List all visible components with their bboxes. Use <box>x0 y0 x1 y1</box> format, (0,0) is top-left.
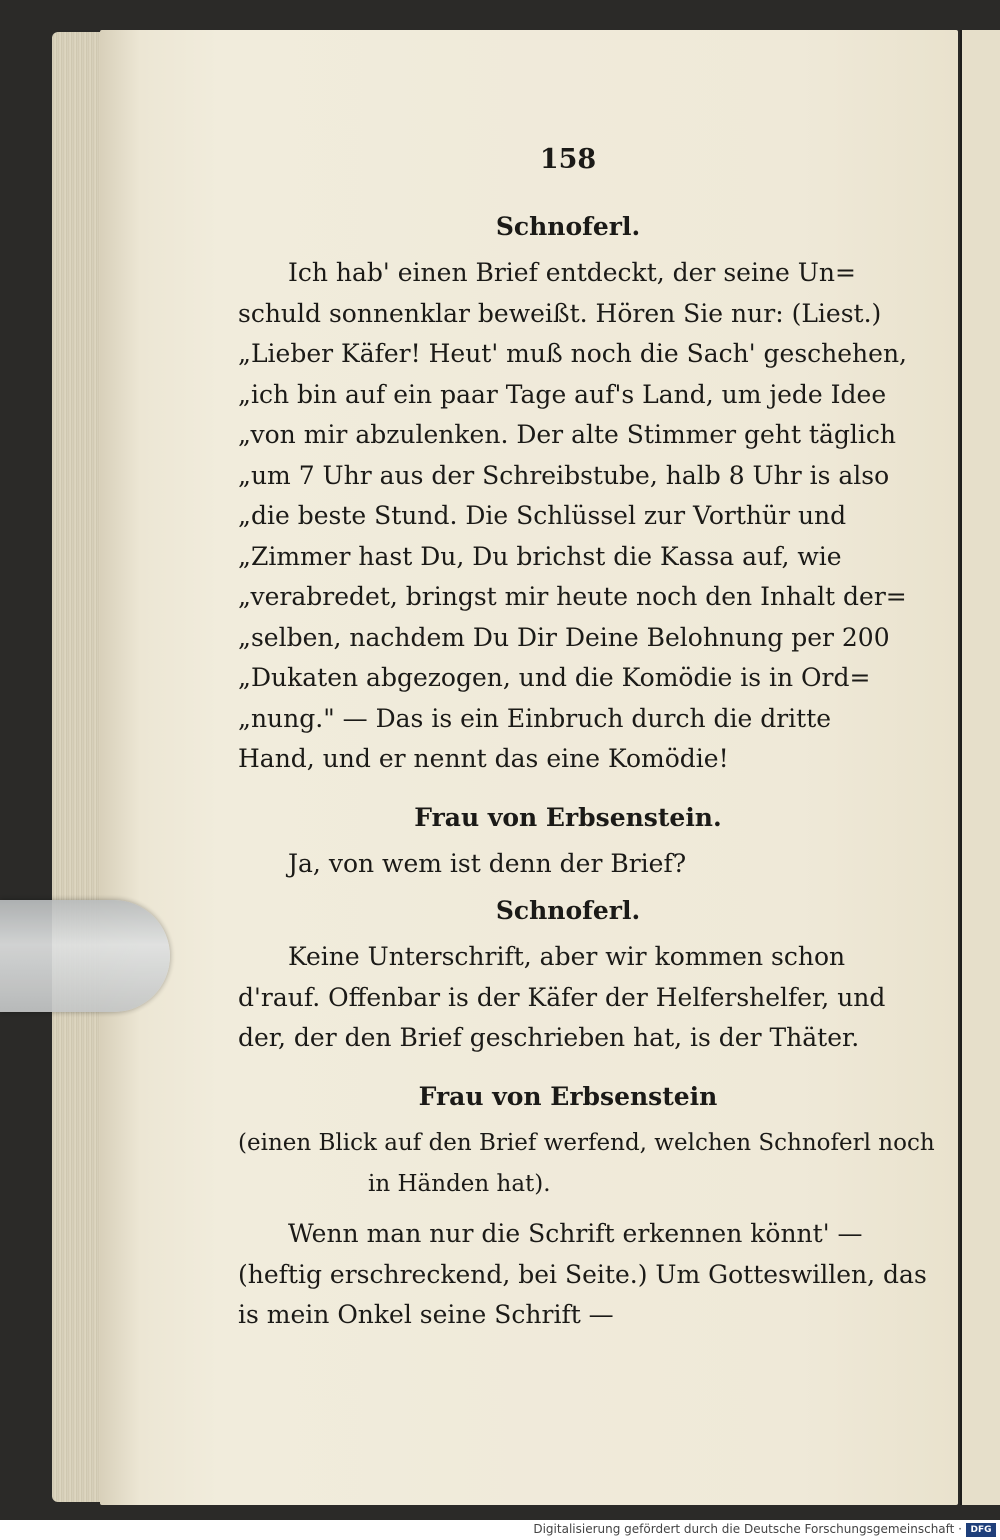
text-line: „um 7 Uhr aus der Schreibstube, halb 8 Uhr is also <box>238 460 890 490</box>
text-line: (heftig erschreckend, bei Seite.) Um Gotteswillen, das <box>238 1259 927 1289</box>
dialogue-paragraph <box>238 844 898 885</box>
facing-page-edge <box>960 30 1000 1505</box>
speaker-name: Schnoferl. <box>495 895 641 925</box>
funding-notice: Digitalisierung gefördert durch die Deutsche Forschungsgemeinschaft · <box>533 1522 962 1536</box>
speaker-name: Frau von Erbsenstein <box>418 1081 718 1111</box>
text-line: „Dukaten abgezogen, und die Komödie is in Ord= <box>238 663 871 692</box>
text-line: Hand, und er nennt das eine Komödie! <box>238 744 729 773</box>
text-line: „ich bin auf ein paar Tage auf's Land, um jede Idee <box>238 379 887 409</box>
thumb-clip <box>0 900 170 1012</box>
page-text <box>238 140 935 1336</box>
text-line: „die beste Stund. Die Schlüssel zur Vorthür und <box>238 501 847 530</box>
stage-line: in Händen hat). <box>368 1170 551 1197</box>
text-line: „Lieber Käfer! Heut' muß noch die Sach' geschehen, <box>238 339 907 368</box>
text-line: schuld sonnenklar beweißt. Hören Sie nur: (Liest.) <box>238 298 882 328</box>
text-line: is mein Onkel seine Schrift — <box>238 1300 614 1329</box>
text-line: Keine Unterschrift, aber wir kommen schon <box>288 942 846 971</box>
speaker-name: Frau von Erbsenstein. <box>414 802 722 832</box>
stage-direction <box>238 1123 935 1204</box>
dfg-logo-icon: DFG <box>966 1523 996 1537</box>
text-line: „Zimmer hast Du, Du brichst die Kassa auf, wie <box>238 541 842 571</box>
text-line: „verabredet, bringst mir heute noch den Inhalt der= <box>238 582 907 611</box>
text-line: „nung." — Das is ein Einbruch durch die dritte <box>238 703 832 733</box>
page-number: 158 <box>539 144 597 175</box>
text-line: d'rauf. Offenbar is der Käfer der Helfershelfer, und <box>238 982 886 1012</box>
dialogue-paragraph <box>238 1214 927 1336</box>
text-line: der, der den Brief geschrieben hat, is der Thäter. <box>238 1023 860 1052</box>
dialogue-paragraph <box>238 253 907 780</box>
stage-line: (einen Blick auf den Brief werfend, welchen Schnoferl noch <box>238 1130 935 1156</box>
dialogue-paragraph <box>238 937 898 1059</box>
text-line: Wenn man nur die Schrift erkennen könnt' — <box>288 1219 863 1248</box>
text-line: „von mir abzulenken. Der alte Stimmer geht täglich <box>238 420 896 449</box>
text-line: „selben, nachdem Du Dir Deine Belohnung per 200 <box>238 622 890 652</box>
speaker-name: Schnoferl. <box>495 211 641 241</box>
text-line: Ja, von wem ist denn der Brief? <box>288 849 687 878</box>
text-line: Ich hab' einen Brief entdeckt, der seine Un= <box>288 258 856 287</box>
